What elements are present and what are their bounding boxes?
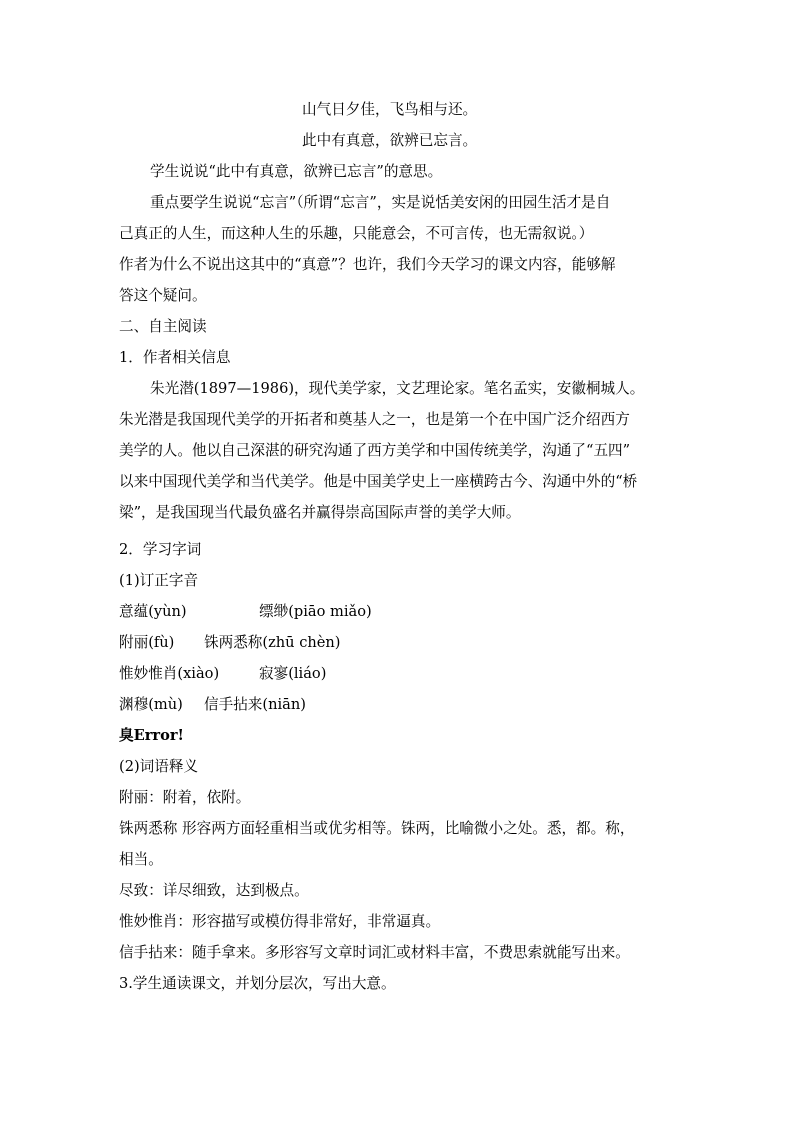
- intro-paragraph-2-line-2: 己真正的人生，而这种人生的乐趣，只能意会，不可言传，也无需叙说。）: [119, 225, 594, 242]
- author-info-line-1: 朱光潜(1897—1986)，现代美学家，文艺理论家。笔名孟实，安徽桐城人。: [150, 380, 645, 397]
- pron-entry: 渊穆(mù): [119, 696, 183, 713]
- definition-line: 信手拈来：随手拿来。多形容写文章时词汇或材料丰富，不费思索就能写出来。: [119, 944, 630, 961]
- pron-entry: 惟妙惟肖(xiào): [119, 665, 220, 682]
- pron-entry: 铢两悉称(zhū chèn): [204, 634, 341, 651]
- definitions-subheading: (2)词语释义: [119, 758, 199, 775]
- pron-entry: 信手拈来(niān): [204, 696, 306, 713]
- intro-paragraph-2-line-1: 重点要学生说说“忘言”（所谓“忘言”，实是说恬美安闲的田园生活才是自: [150, 194, 611, 211]
- definition-line: 附丽：附着，依附。: [119, 789, 251, 806]
- pron-entry: 附丽(fù): [119, 634, 175, 651]
- author-info-line-5: 梁”，是我国现当代最负盛名并赢得崇高国际声誉的美学大师。: [119, 504, 521, 521]
- intro-paragraph-3-line-1: 作者为什么不说出这其中的“真意”？也许，我们今天学习的课文内容，能够解: [119, 256, 616, 273]
- author-info-line-4: 以来中国现代美学和当代美学。他是中国美学史上一座横跨古今、沟通中外的“桥: [119, 473, 638, 490]
- error-field-text: 臭Error!: [119, 727, 184, 744]
- section-heading: 二、自主阅读: [119, 318, 207, 335]
- intro-paragraph-1: 学生说说“此中有真意，欲辨已忘言”的意思。: [150, 163, 443, 180]
- definition-line: 相当。: [119, 851, 163, 868]
- vocab-heading: 2．学习字词: [119, 541, 202, 558]
- pron-entry: 意蕴(yùn): [119, 603, 187, 620]
- intro-paragraph-3-line-2: 答这个疑问。: [119, 287, 207, 304]
- author-info-heading: 1．作者相关信息: [119, 349, 231, 366]
- definition-line: 尽致：详尽细致，达到极点。: [119, 882, 309, 899]
- poem-line-1: 山气日夕佳，飞鸟相与还。: [302, 101, 478, 118]
- author-info-line-3: 美学的人。他以自己深湛的研究沟通了西方美学和中国传统美学，沟通了“五四”: [119, 442, 631, 459]
- pron-entry: 缥缈(piāo miǎo): [259, 603, 372, 620]
- poem-line-2: 此中有真意，欲辨已忘言。: [302, 132, 478, 149]
- reading-task: 3.学生通读课文，并划分层次，写出大意。: [119, 975, 396, 992]
- author-info-line-2: 朱光潜是我国现代美学的开拓者和奠基人之一，也是第一个在中国广泛介绍西方: [119, 411, 630, 428]
- definition-line: 铢两悉称 形容两方面轻重相当或优劣相等。铢两，比喻微小之处。悉，都。称，: [119, 820, 635, 837]
- definition-line: 惟妙惟肖：形容描写或模仿得非常好，非常逼真。: [119, 913, 441, 930]
- pronunciation-subheading: (1)订正字音: [119, 572, 199, 589]
- pron-entry: 寂寥(liáo): [259, 665, 327, 682]
